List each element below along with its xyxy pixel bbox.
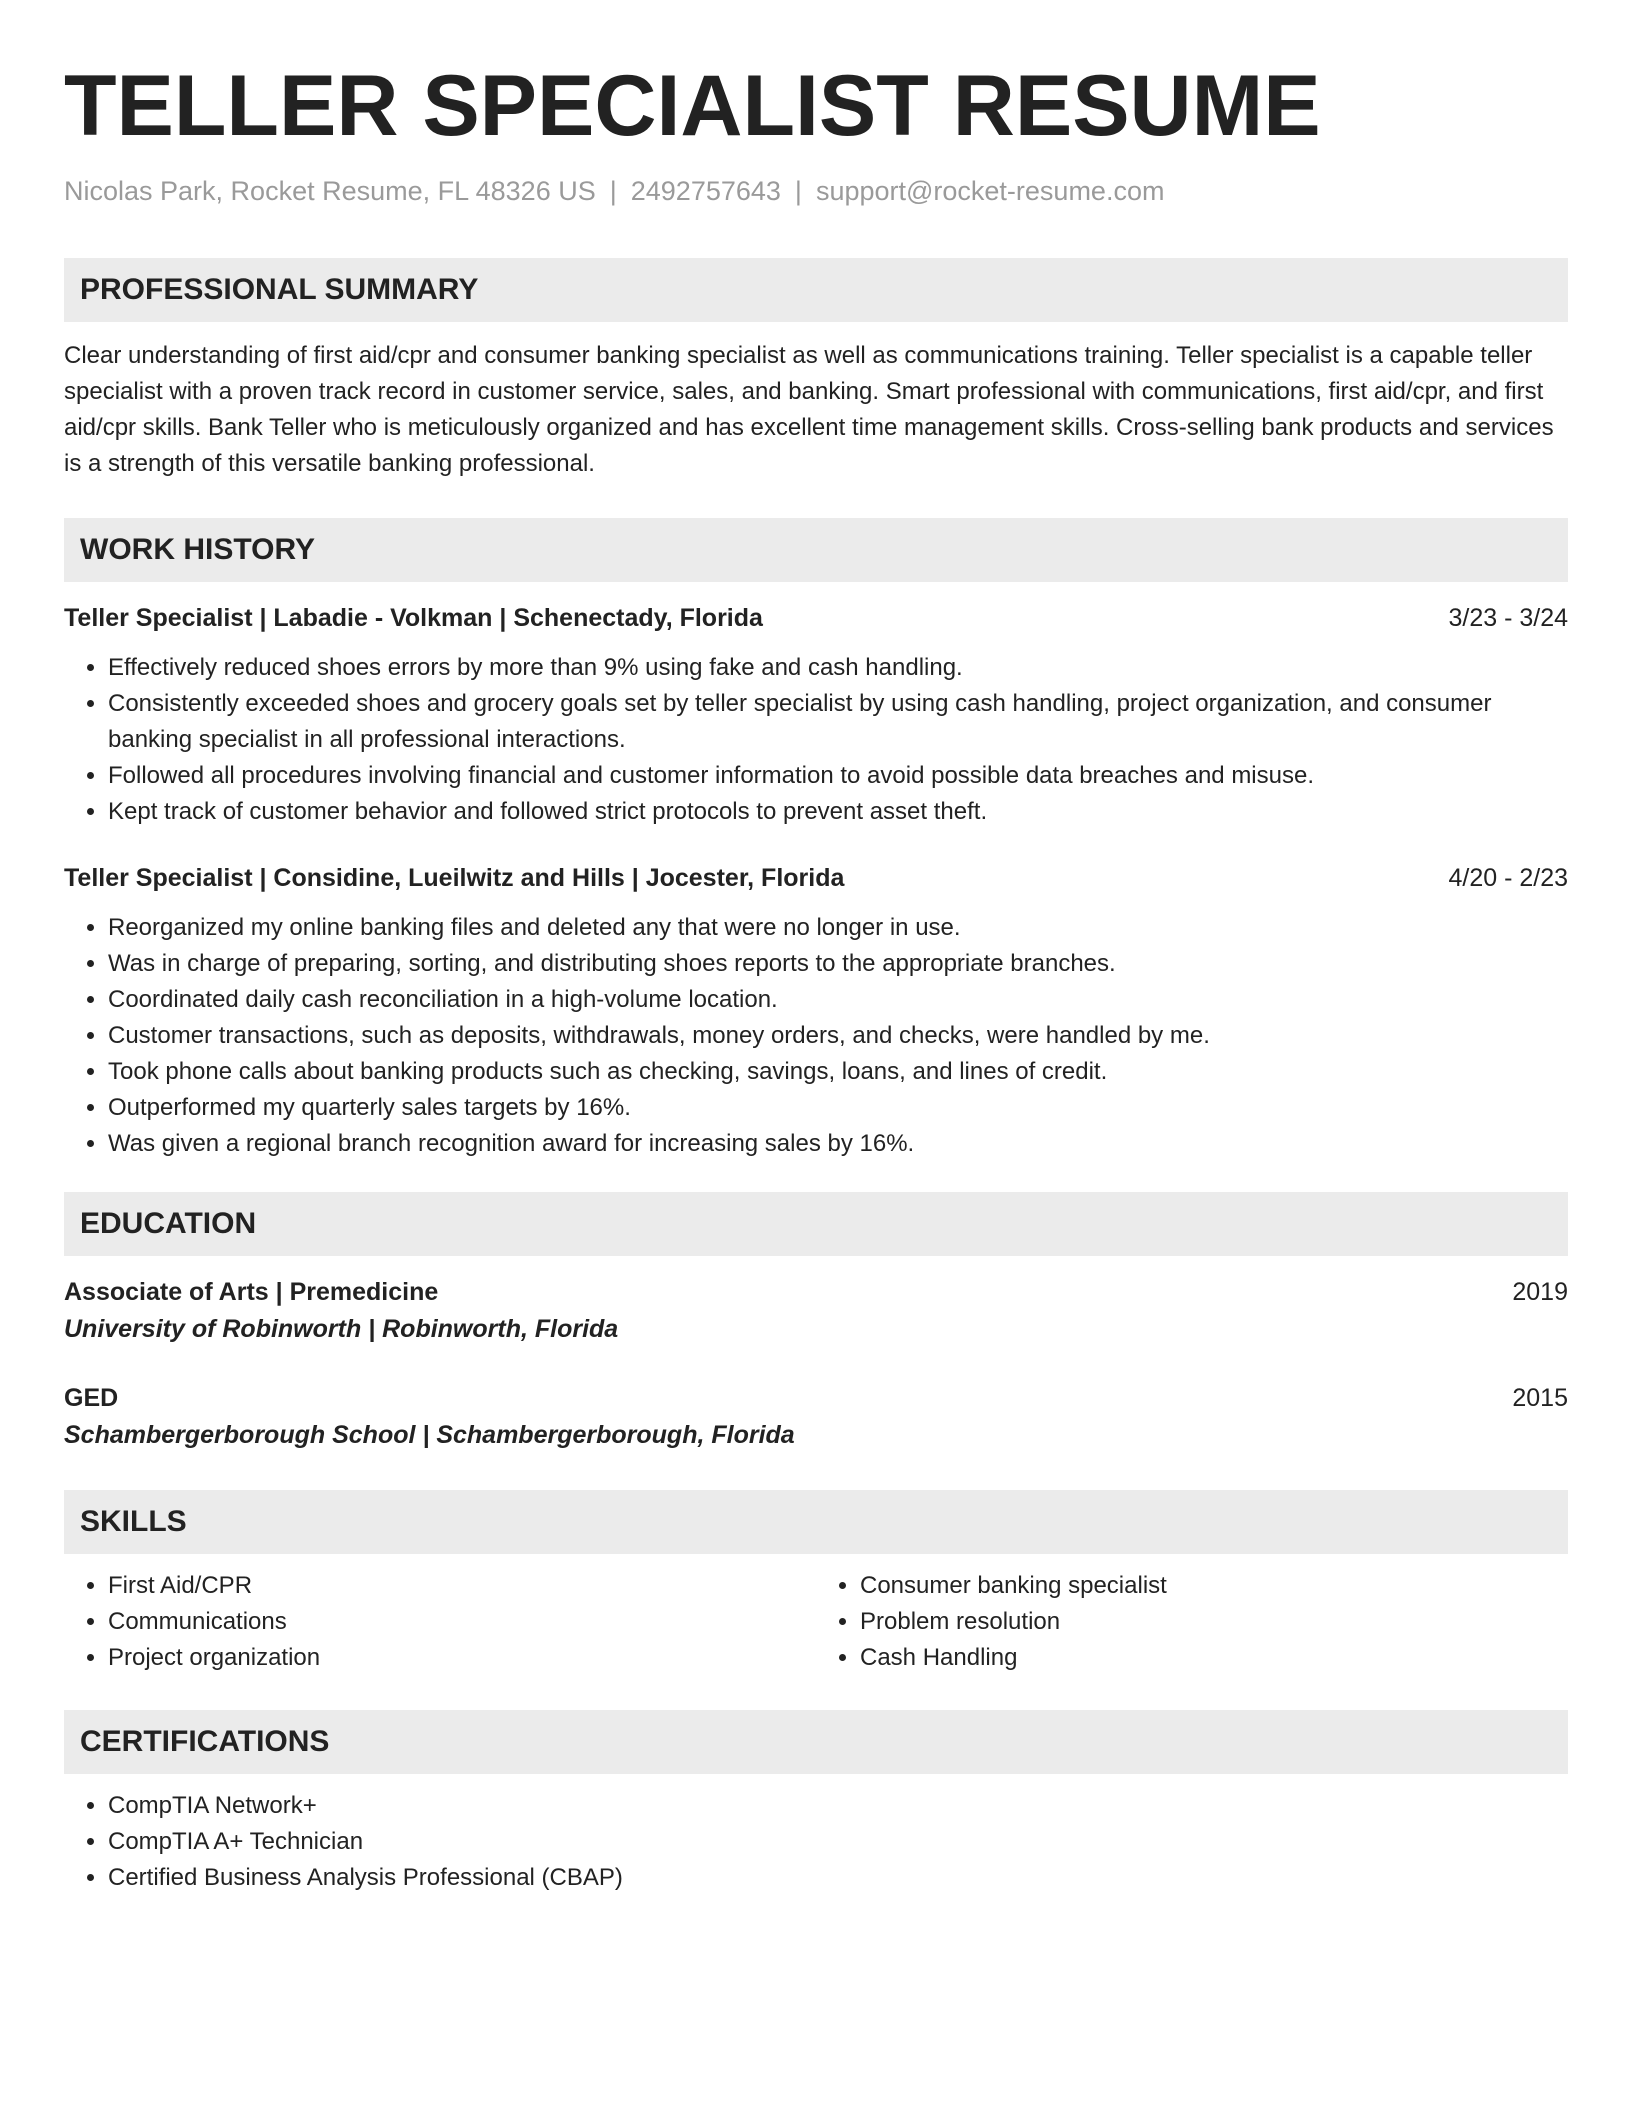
section-header-work-history: WORK HISTORY — [64, 518, 1568, 582]
contact-address: Nicolas Park, Rocket Resume, FL 48326 US — [64, 176, 596, 206]
list-item: • Was in charge of preparing, sorting, and distributing shoes reports to the appropriate branches. — [108, 946, 1568, 982]
list-item: • Certified Business Analysis Professional (CBAP) — [108, 1860, 1568, 1896]
education-year: 2019 — [1512, 1278, 1568, 1306]
education-entry — [64, 1380, 1568, 1454]
section-header-education: EDUCATION — [64, 1192, 1568, 1256]
contact-email: support@rocket-resume.com — [815, 176, 1165, 206]
job-bullets — [64, 910, 1568, 1162]
list-item: • CompTIA A+ Technician — [108, 1824, 1568, 1860]
skills-grid — [64, 1568, 1568, 1676]
list-item: • Coordinated daily cash reconciliation in a high-volume location. — [108, 982, 1568, 1018]
list-item: • Reorganized my online banking files and deleted any that were no longer in use. — [108, 910, 1568, 946]
list-item: • Consumer banking specialist — [860, 1568, 1568, 1604]
list-item: • Project organization — [108, 1640, 816, 1676]
education-entry — [64, 1274, 1568, 1348]
job-title: Teller Specialist | Labadie - Volkman | Schenectady, Florida — [64, 604, 763, 632]
list-item: • Consistently exceeded shoes and grocery goals set by teller specialist by using cash handling, project organization, and consumer banking specialist in all professional interactions. — [108, 686, 1568, 758]
list-item: • Followed all procedures involving financial and customer information to avoid possible data breaches and misuse. — [108, 758, 1568, 794]
list-item: • Kept track of customer behavior and followed strict protocols to prevent asset theft. — [108, 794, 1568, 830]
list-item: • Cash Handling — [860, 1640, 1568, 1676]
education-degree: Associate of Arts | Premedicine — [64, 1278, 439, 1306]
contact-line — [64, 174, 1568, 208]
skills-column-right — [816, 1568, 1568, 1676]
list-item: • Effectively reduced shoes errors by more than 9% using fake and cash handling. — [108, 650, 1568, 686]
list-item: • Problem resolution — [860, 1604, 1568, 1640]
job-entry — [64, 860, 1568, 1162]
job-dates: 3/23 - 3/24 — [1448, 604, 1568, 632]
job-header — [64, 600, 1568, 636]
education-school: Schambergerborough School | Schambergerborough, Florida — [64, 1421, 795, 1449]
job-entry — [64, 600, 1568, 830]
list-item: • Took phone calls about banking products such as checking, savings, loans, and lines of credit. — [108, 1054, 1568, 1090]
job-bullets — [64, 650, 1568, 830]
job-header — [64, 860, 1568, 896]
education-header — [64, 1380, 1568, 1416]
education-school: University of Robinworth | Robinworth, Florida — [64, 1315, 619, 1343]
section-header-skills: SKILLS — [64, 1490, 1568, 1554]
job-dates: 4/20 - 2/23 — [1448, 864, 1568, 892]
list-item: • Customer transactions, such as deposits, withdrawals, money orders, and checks, were handled by me. — [108, 1018, 1568, 1054]
list-item: • Communications — [108, 1604, 816, 1640]
list-item: • CompTIA Network+ — [108, 1788, 1568, 1824]
skills-column-left — [64, 1568, 816, 1676]
education-degree: GED — [64, 1384, 119, 1412]
list-item: • First Aid/CPR — [108, 1568, 816, 1604]
list-item: • Outperformed my quarterly sales targets by 16%. — [108, 1090, 1568, 1126]
section-header-certifications: CERTIFICATIONS — [64, 1710, 1568, 1774]
contact-phone: 2492757643 — [630, 176, 781, 206]
resume-title: TELLER SPECIALIST RESUME — [64, 58, 1321, 154]
certifications-list — [64, 1788, 1568, 1896]
job-title: Teller Specialist | Considine, Lueilwitz and Hills | Jocester, Florida — [64, 864, 845, 892]
contact-separator: | — [794, 176, 802, 206]
education-header — [64, 1274, 1568, 1310]
summary-text: Clear understanding of first aid/cpr and consumer banking specialist as well as communications training. Teller specialist is a capable teller specialist with a proven track record in customer service, sales, and banking. Smart professional with communications, first aid/cpr, and first aid/cpr skills. Bank Teller who is meticulously organized and has excellent time management skills. Cross-selling bank products and services is a strength of this versatile banking professional. — [64, 342, 1554, 477]
section-header-summary: PROFESSIONAL SUMMARY — [64, 258, 1568, 322]
contact-separator: | — [609, 176, 617, 206]
list-item: • Was given a regional branch recognition award for increasing sales by 16%. — [108, 1126, 1568, 1162]
education-year: 2015 — [1512, 1384, 1568, 1412]
